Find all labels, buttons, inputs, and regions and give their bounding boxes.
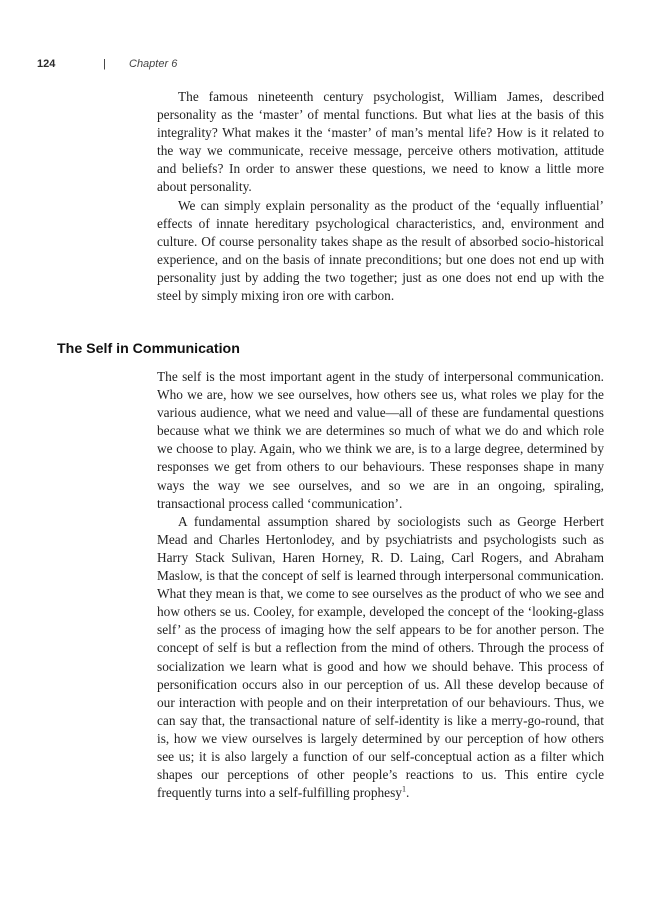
section-heading: The Self in Communication — [57, 341, 240, 357]
footnote-reference[interactable]: 1 — [401, 784, 406, 794]
section-paragraph-2-text: A fundamental assumption shared by sociologists such as George Herbert Mead and Charles Hertonlodey, and by psychiatrists and psychologists such as Harry Stack Sulivan, Haren Horney, R. D. Laing, Carl Rogers, and Abraham Maslow, is that the concept of self is learned through interpersonal communication. What they mean is that, we come to see ourselves as the product of who we see and how others se us. Cooley, for example, developed the concept of the ‘looking-glass self’ as the process of imaging how the self appears to be for another person. The concept of self is but a reflection from the mind of others. Through the process of socialization we learn what is good and how we should behave. This process of personification occurs also in our perception of us. All these develop because of our interaction with people and on their interpretation of our behaviours. Thus, we can say that, the transactional nature of self-identity is like a merry-go-round, that is, how we view ourselves is largely determined by our perception of how others see us; it is also largely a function of our self-conceptual action as a filter which shapes our perceptions of other people’s reactions to us. This entire cycle frequently turns into a self-fulfilling prophesy — [157, 513, 604, 801]
section-paragraph-2-end: . — [405, 785, 410, 801]
section-text — [157, 368, 604, 802]
header-divider: | — [103, 58, 106, 70]
page-number: 124 — [37, 58, 56, 70]
running-header — [37, 58, 177, 70]
section-paragraph-2 — [157, 513, 604, 803]
section-paragraph-1: The self is the most important agent in the study of interpersonal communication. Who we are, how we see ourselves, how others see us, what roles we play for the various audience, what we need and value—all of these are fundamental questions because what we think we are determines so much of what we do and which role we choose to play. Again, who we think we are, is to a large degree, determined by responses we get from others to our behaviours. These responses shape in many ways the way we see ourselves, and so we are in an ongoing, spiraling, transactional process called ‘communication’. — [157, 369, 604, 511]
chapter-label: Chapter 6 — [129, 58, 178, 70]
intro-paragraph-2: We can simply explain personality as the product of the ‘equally influential’ effects of innate hereditary psychological characteristics, and, environment and culture. Of course personality takes shape as the result of absorbed socio-historical experience, and on the basis of innate preconditions; but one does not end up with personality just by adding the two together; just as one does not end up with the steel by simply mixing iron ore with carbon. — [157, 197, 604, 304]
intro-paragraph-1: The famous nineteenth century psychologist, William James, described personality as the ‘master’ of mental functions. But what lies at the basis of this integrality? What makes it the ‘master’ of man’s mental life? How is it related to the way we communicate, receive message, perceive others motivation, attitude and beliefs? In order to answer these questions, we need to know a little more about personality. — [157, 89, 604, 195]
intro-text — [157, 88, 604, 305]
